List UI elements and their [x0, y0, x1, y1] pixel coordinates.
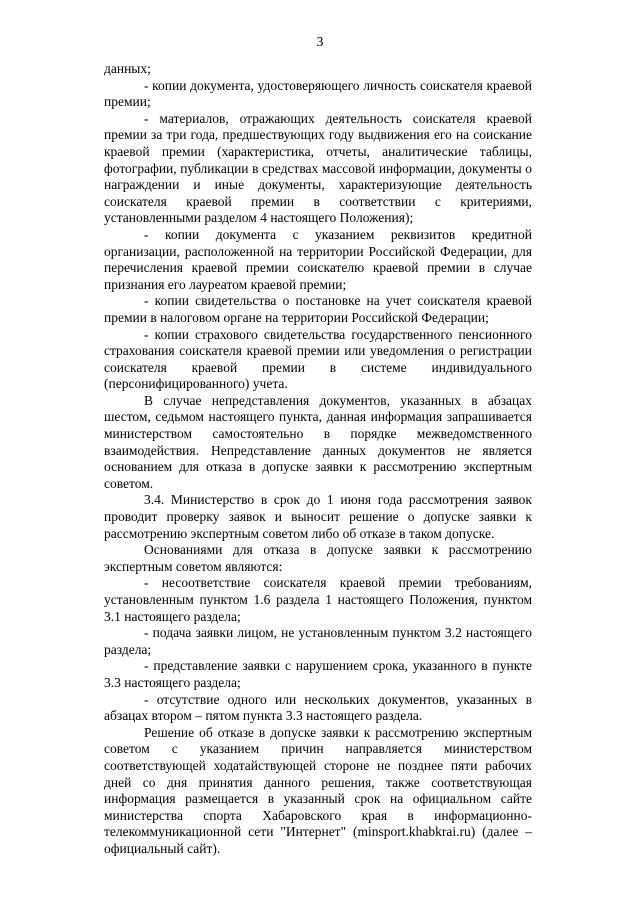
list-item: - подача заявки лицом, не установленным пунктом 3.2 настоящего раздела; [104, 625, 532, 657]
list-item: - представление заявки с нарушением срока, указанного в пункте 3.3 настоящего раздела; [104, 658, 532, 690]
list-item: - копии документа, удостоверяющего личность соискателя краевой премии; [104, 77, 532, 110]
document-body [104, 61, 532, 858]
list-item: - несоответствие соискателя краевой премии требованиям, установленным пунктом 1.6 раздела 1 настоящего Положения, пунктом 3.1 настоящего раздела; [104, 575, 532, 624]
paragraph: данных; [104, 61, 151, 76]
page-number: 3 [316, 34, 324, 49]
paragraph: В случае непредставления документов, указанных в абзацах шестом, седьмом настоящего пункта, данная информация запрашивается министерством самостоятельно в порядке межведомственного взаимодействия. Непредставление данных документов не является основанием для отказа в допуске заявки к рассмотрению экспертным советом. [104, 392, 532, 491]
list-item: - копии свидетельства о постановке на учет соискателя краевой премии в налоговом органе на территории Российской Федерации; [104, 293, 532, 325]
list-item: - отсутствие одного или нескольких документов, указанных в абзацах втором – пятом пункта 3.3 настоящего раздела. [104, 691, 532, 724]
list-item: - материалов, отражающих деятельность соискателя краевой премии за три года, предшествующих году выдвижения его на соискание краевой премии (характеристика, отчеты, аналитические таблицы, фотографии, публикации в средствах массовой информации, документы о награждении и иные документы, характеризующие деятельность соискателя краевой премии в соответствии с критериями, установленными разделом 4 настоящего Положения); [104, 110, 532, 226]
list-item: - копии документа с указанием реквизитов кредитной организации, расположенной на территории Российской Федерации, для перечисления краевой премии соискателю краевой премии в случае признания его лауреатом краевой премии; [104, 226, 532, 292]
paragraph: Решение об отказе в допуске заявки к рассмотрению экспертным советом с указанием причин направляется министерством соответствующей ходатайствующей стороне не позднее пяти рабочих дней со дня принятия данного решения, также соответствующая информация размещается в указанный срок на официальном сайте министерства спорта Хабаровского края в информационно-телекоммуникационной сети "Интернет" (minsport.khabkrai.ru) (далее – официальный сайт). [104, 724, 532, 856]
list-item: - копии страхового свидетельства государственного пенсионного страхования соискателя краевой премии или уведомления о регистрации соискателя краевой премии в системе индивидуального (персонифицированного) учета. [104, 326, 532, 392]
paragraph: 3.4. Министерство в срок до 1 июня года рассмотрения заявок проводит проверку заявок и выносит решение о допуске заявки к рассмотрению экспертным советом либо об отказе в таком допуске. [104, 492, 532, 541]
paragraph: Основаниями для отказа в допуске заявки к рассмотрению экспертным советом являются: [104, 542, 532, 574]
